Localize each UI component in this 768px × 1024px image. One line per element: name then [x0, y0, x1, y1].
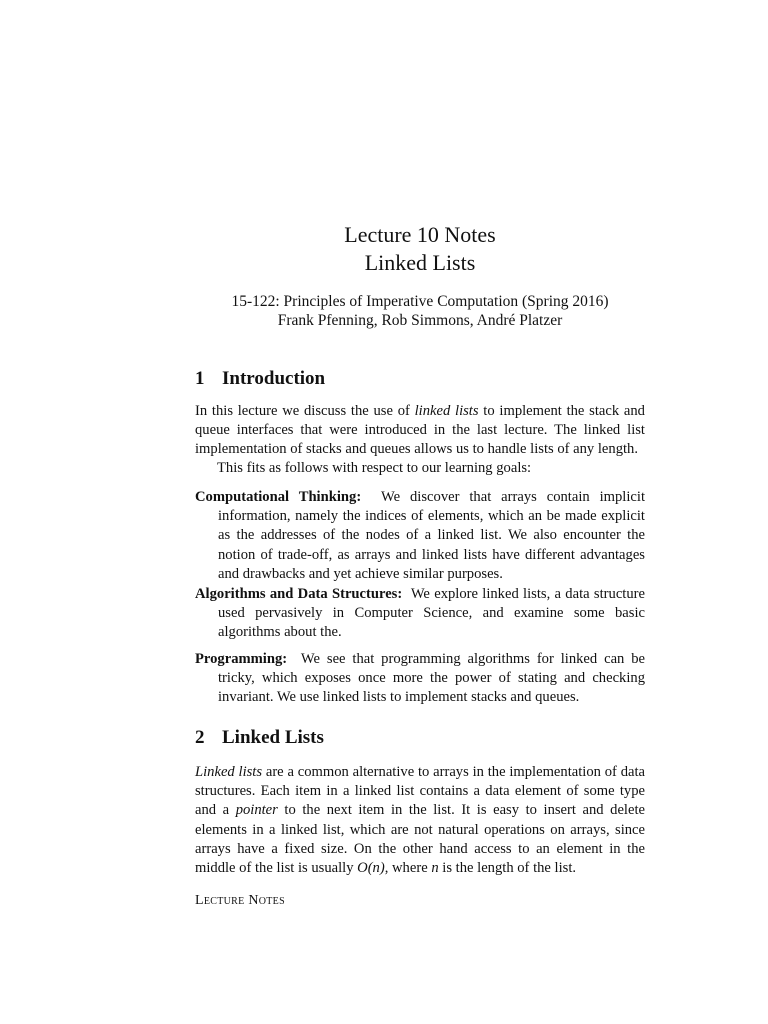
section-number: 2 [195, 727, 205, 748]
emphasis-term: Linked lists [195, 764, 263, 780]
text-run: is the length of the list. [438, 860, 577, 877]
course-line: 15-122: Principles of Imperative Computation (Spring 2016) [231, 293, 609, 310]
goal-term: Algorithms and Data Structures: [195, 586, 403, 602]
section-title: Introduction [222, 368, 326, 389]
goal-text: We explore linked lists, a data structure used pervasively in Computer Science, and examine some basic algorithms about the. [218, 586, 645, 641]
goal-programming [195, 650, 645, 708]
text-run: to implement the stack and queue interfaces that were introduced in the last lecture. The linked list implementation of stacks and queues allows us to handle lists of any length. [195, 403, 645, 458]
goal-text: We discover that arrays contain implicit information, namely the indices of elements, which an be made explicit as the addresses of the nodes of a linked list. We also encounter the notion of trade-off, as arrays and linked lists have different advantages and drawbacks and yet achieve similar purposes. [218, 489, 645, 582]
emphasis-term: pointer [235, 802, 278, 819]
title-line-2: Linked Lists [364, 250, 476, 275]
text-run: to the next item in the list. It is easy to insert and delete elements in a linked list, which are not natural operations on arrays, since arrays have a fixed size. On the other hand access to an element in the middle of the list is usually [195, 802, 645, 877]
document-title [0, 221, 768, 277]
goal-algorithms-data-structures [195, 585, 645, 643]
linked-lists-paragraph [195, 763, 645, 878]
page-footer: Lecture Notes [195, 893, 285, 908]
learning-goals-intro: This fits as follows with respect to our learning goals: [217, 460, 532, 476]
math-variable: n [431, 860, 439, 877]
intro-paragraph [195, 402, 645, 460]
title-line-1: Lecture 10 Notes [344, 222, 496, 247]
text-run: In this lecture we discuss the use of [195, 403, 415, 419]
goal-computational-thinking [195, 488, 645, 584]
section-title: Linked Lists [222, 727, 324, 748]
math-expression: O(n) [357, 860, 385, 877]
text-run: are a common alternative to arrays in the implementation of data structures. Each item in a linked list contains a data element of some type and a [195, 764, 645, 819]
section-heading-linked-lists [195, 726, 324, 750]
section-heading-introduction [195, 367, 325, 391]
authors-line: Frank Pfenning, Rob Simmons, André Platzer [277, 312, 563, 329]
section-number: 1 [195, 368, 205, 389]
goal-term: Computational Thinking: [195, 489, 362, 505]
goal-text: We see that programming algorithms for linked can be tricky, which exposes once more the power of stating and checking invariant. We use linked lists to implement stacks and queues. [218, 651, 646, 706]
goal-term: Programming: [195, 651, 288, 667]
text-run: , where [384, 860, 432, 877]
document-metadata [0, 292, 768, 330]
emphasis-term: linked lists [414, 403, 479, 419]
